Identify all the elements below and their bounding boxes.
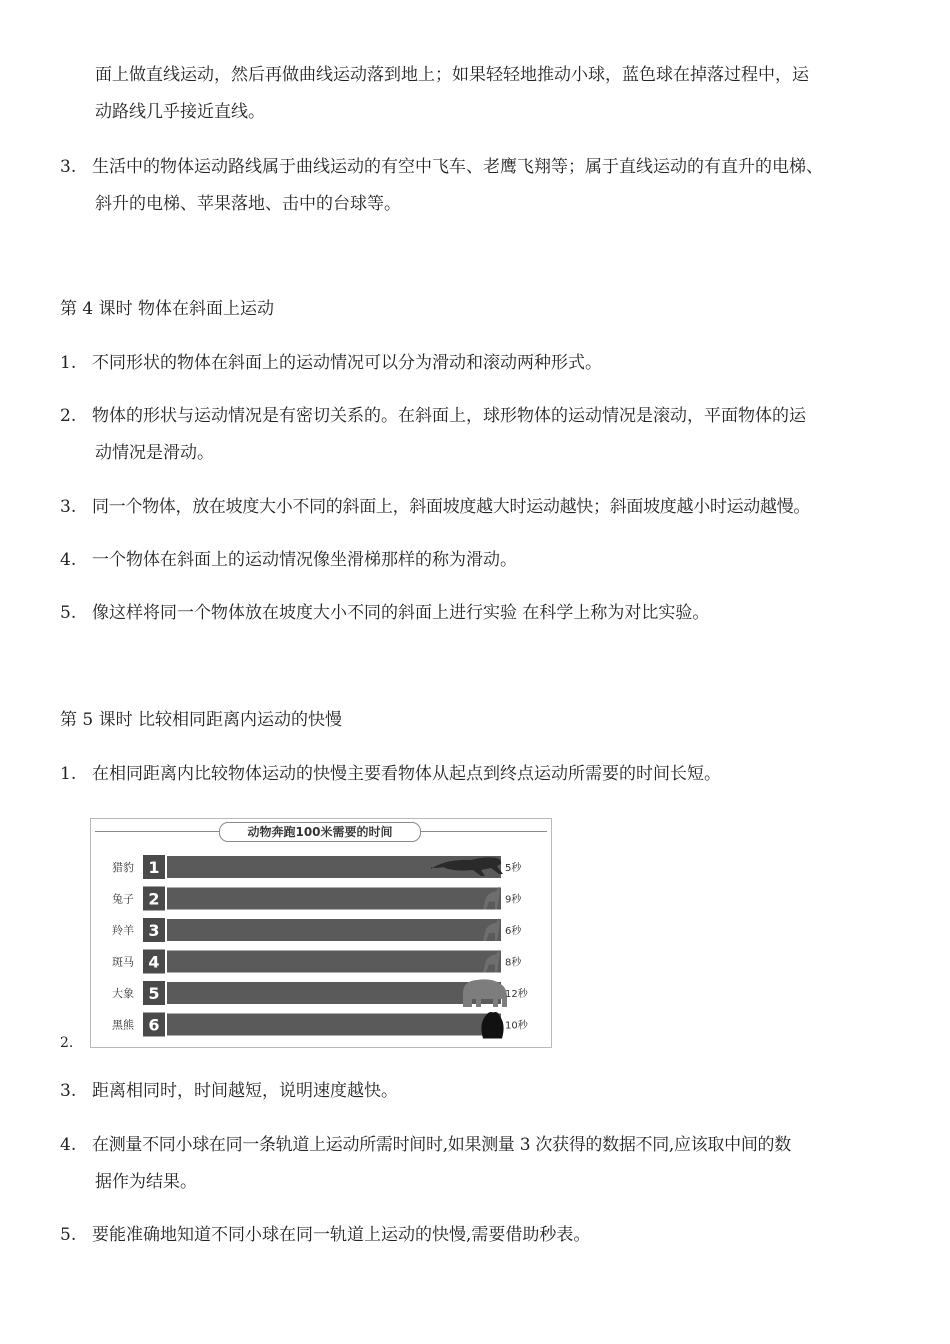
list-item: 生活中的物体运动路线属于曲线运动的有空中飞车、老鹰飞翔等；属于直线运动的有直升的电梯、 [92, 157, 823, 177]
bar [167, 1014, 501, 1036]
category-label: 兔子 [112, 892, 134, 906]
list-item: 物体的形状与运动情况是有密切关系的。在斜面上，球形物体的运动情况是滚动，平面物体的运 [92, 406, 806, 426]
list-item: 要能准确地知道不同小球在同一轨道上运动的快慢,需要借助秒表。 [92, 1225, 591, 1245]
value-label: 8秒 [505, 957, 522, 969]
list-number: 5. [60, 603, 77, 623]
paragraph-line: 面上做直线运动，然后再做曲线运动落到地上；如果轻轻地推动小球，蓝色球在掉落过程中，运 [95, 65, 809, 85]
bar [167, 919, 501, 941]
category-label: 猎豹 [112, 861, 134, 874]
category-label: 大象 [112, 987, 134, 1000]
rank-number: 2 [148, 889, 160, 909]
chart-plot [91, 819, 551, 1047]
rank-number: 1 [148, 858, 160, 877]
list-number: 3. [60, 497, 77, 517]
bar [167, 888, 501, 910]
list-number: 5. [60, 1225, 77, 1245]
value-label: 5秒 [505, 863, 522, 874]
category-label: 斑马 [112, 955, 134, 969]
lesson-heading: 第 5 课时 比较相同距离内运动的快慢 [60, 710, 343, 730]
list-item: 像这样将同一个物体放在坡度大小不同的斜面上进行实验 在科学上称为对比实验。 [92, 603, 710, 623]
list-number: 4. [60, 550, 77, 570]
list-number: 3. [60, 157, 77, 177]
category-label: 羚羊 [112, 924, 134, 937]
list-number: 3. [60, 1081, 77, 1101]
list-item: 一个物体在斜面上的运动情况像坐滑梯那样的称为滑动。 [92, 550, 517, 570]
rank-number: 5 [148, 984, 160, 1003]
list-item: 在相同距离内比较物体运动的快慢主要看物体从起点到终点运动所需要的时间长短。 [92, 764, 721, 784]
list-item: 不同形状的物体在斜面上的运动情况可以分为滑动和滚动两种形式。 [92, 353, 602, 373]
value-label: 12秒 [505, 989, 528, 1000]
rank-number: 3 [148, 921, 160, 940]
list-number: 4. [60, 1135, 77, 1155]
list-item: 距离相同时，时间越短，说明速度越快。 [92, 1081, 398, 1101]
list-number: 2. [60, 406, 77, 426]
rank-number: 4 [148, 952, 160, 972]
category-label: 黑熊 [112, 1018, 134, 1032]
list-item-continuation: 斜升的电梯、苹果落地、击中的台球等。 [95, 194, 401, 214]
list-item-continuation: 据作为结果。 [95, 1172, 197, 1192]
bar [167, 951, 501, 973]
value-label: 9秒 [505, 894, 522, 906]
chart-title: 动物奔跑100米需要的时间 [219, 822, 421, 842]
animal-speed-chart [90, 818, 552, 1048]
list-item: 同一个物体，放在坡度大小不同的斜面上，斜面坡度越大时运动越快；斜面坡度越小时运动越慢。 [92, 497, 811, 517]
value-label: 10秒 [505, 1020, 528, 1032]
list-item: 在测量不同小球在同一条轨道上运动所需时间时,如果测量 3 次获得的数据不同,应该取中间的数 [92, 1135, 791, 1155]
list-number: 2. [60, 1035, 74, 1051]
rank-number: 6 [148, 1015, 160, 1035]
list-item-continuation: 动情况是滑动。 [95, 443, 214, 463]
list-number: 1. [60, 764, 77, 784]
lesson-heading: 第 4 课时 物体在斜面上运动 [60, 299, 275, 319]
paragraph-line: 动路线几乎接近直线。 [95, 102, 265, 122]
bar [167, 982, 501, 1004]
value-label: 6秒 [505, 926, 522, 937]
list-number: 1. [60, 353, 77, 373]
